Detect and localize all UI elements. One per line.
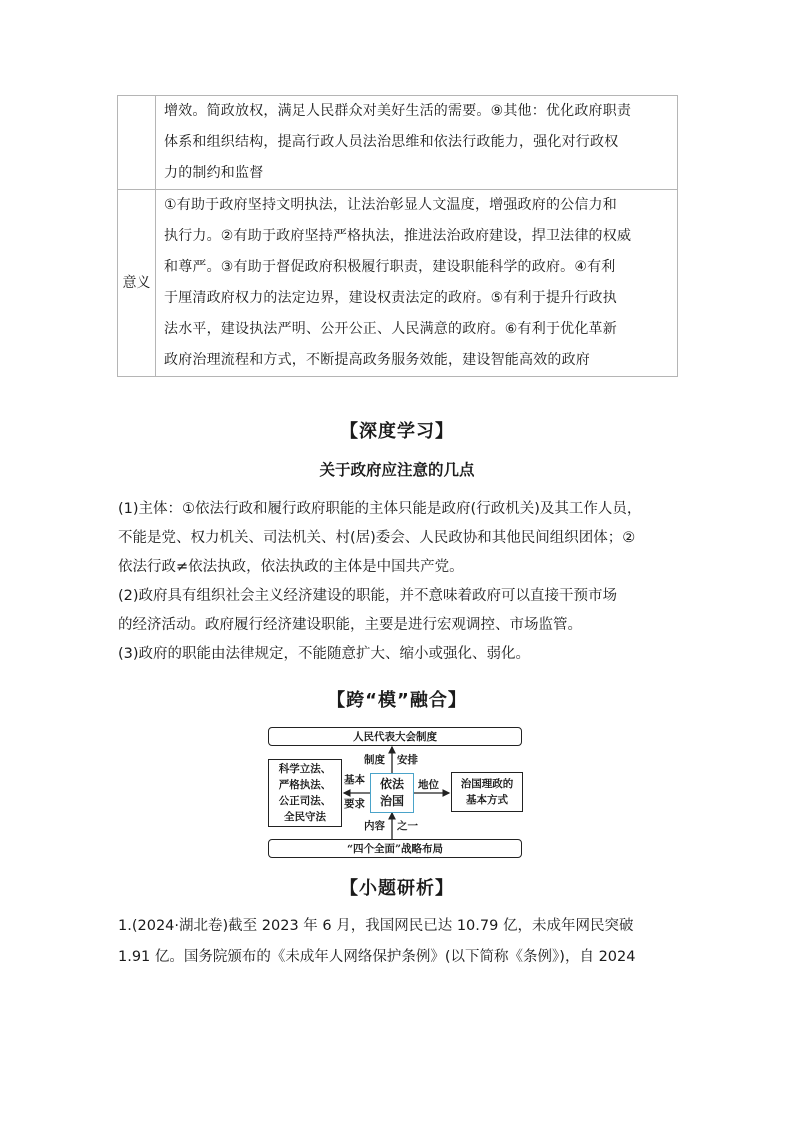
text-line: (1)主体：①依法行政和履行政府职能的主体只能是政府(行政机关)及其工作人员，	[118, 501, 642, 517]
left-box-line: 科学立法、	[278, 763, 332, 775]
analysis-heading: 【小题研析】	[340, 878, 454, 899]
bottom-box: “四个全面”战略布局	[268, 839, 522, 858]
table-row	[118, 190, 678, 377]
deep-study-subheading: 关于政府应注意的几点	[319, 461, 475, 479]
label-bottom-right: 之一	[397, 820, 418, 832]
label-bottom-left: 内容	[364, 820, 385, 832]
left-box-line: 公正司法、	[278, 795, 332, 807]
deep-study-body	[118, 495, 688, 669]
row-content	[156, 190, 678, 377]
right-box-line: 治国理政的	[460, 778, 514, 790]
label-top-left: 制度	[364, 754, 385, 766]
text-line: 1.(2024·湖北卷)截至 2023 年 6 月，我国网民已达 10.79 亿，未成年网民突破	[118, 918, 634, 934]
text-line: 政府治理流程和方式，不断提高政务服务效能，建设智能高效的政府	[164, 352, 590, 368]
text-line: 增效。简政放权，满足人民群众对美好生活的需要。⑨其他：优化政府职责	[164, 103, 632, 119]
row-label-significance: 意义	[118, 190, 156, 377]
text-line: 执行力。②有助于政府坚持严格执法，推进法治政府建设，捍卫法律的权威	[164, 228, 632, 244]
text-line: 依法行政≠依法执政，依法执政的主体是中国共产党。	[118, 559, 464, 575]
cross-model-heading: 【跨“模”融合】	[327, 690, 467, 711]
text-line: 的经济活动。政府履行经济建设职能，主要是进行宏观调控、市场监管。	[118, 617, 582, 633]
row-label	[118, 96, 156, 190]
text-line: (2)政府具有组织社会主义经济建设的职能，并不意味着政府可以直接干预市场	[118, 588, 618, 604]
row-content	[156, 96, 678, 190]
concept-diagram	[268, 727, 524, 859]
top-box: 人民代表大会制度	[268, 727, 522, 746]
right-box	[451, 772, 523, 812]
text-line: 体系和组织结构，提高行政人员法治思维和依法行政能力，强化对行政权	[164, 134, 619, 150]
text-line: 法水平，建设执法严明、公开公正、人民满意的政府。⑥有利于优化革新	[164, 321, 617, 337]
text-line: 和尊严。③有助于督促政府积极履行职责，建设职能科学的政府。④有利	[164, 259, 616, 275]
text-line: 力的制约和监督	[164, 165, 264, 181]
center-line: 治国	[379, 794, 404, 808]
label-left-upper: 基本	[344, 774, 365, 786]
label-top-right: 安排	[397, 754, 418, 766]
text-line: 于厘清政府权力的法定边界，建设权责法定的政府。⑤有利于提升行政执	[164, 290, 617, 306]
left-box	[268, 759, 342, 827]
label-left-lower: 要求	[344, 798, 365, 810]
label-right: 地位	[418, 779, 439, 791]
left-box-line: 全民守法	[284, 811, 326, 823]
text-line: 不能是党、权力机关、司法机关、村(居)委会、人民政协和其他民间组织团体；②	[118, 530, 636, 546]
table-row	[118, 96, 678, 190]
center-box	[370, 773, 414, 813]
deep-study-heading: 【深度学习】	[340, 421, 454, 442]
analysis-body	[118, 911, 688, 973]
left-box-line: 严格执法、	[278, 779, 332, 791]
text-line: ①有助于政府坚持文明执法，让法治彰显人文温度，增强政府的公信力和	[164, 197, 617, 213]
text-line: 1.91 亿。国务院颁布的《未成年人网络保护条例》(以下简称《条例》)，自 2024	[118, 949, 636, 965]
content-table	[117, 95, 678, 377]
center-line: 依法	[379, 777, 404, 791]
right-box-line: 基本方式	[466, 794, 508, 806]
text-line: (3)政府的职能由法律规定，不能随意扩大、缩小或强化、弱化。	[118, 646, 531, 662]
